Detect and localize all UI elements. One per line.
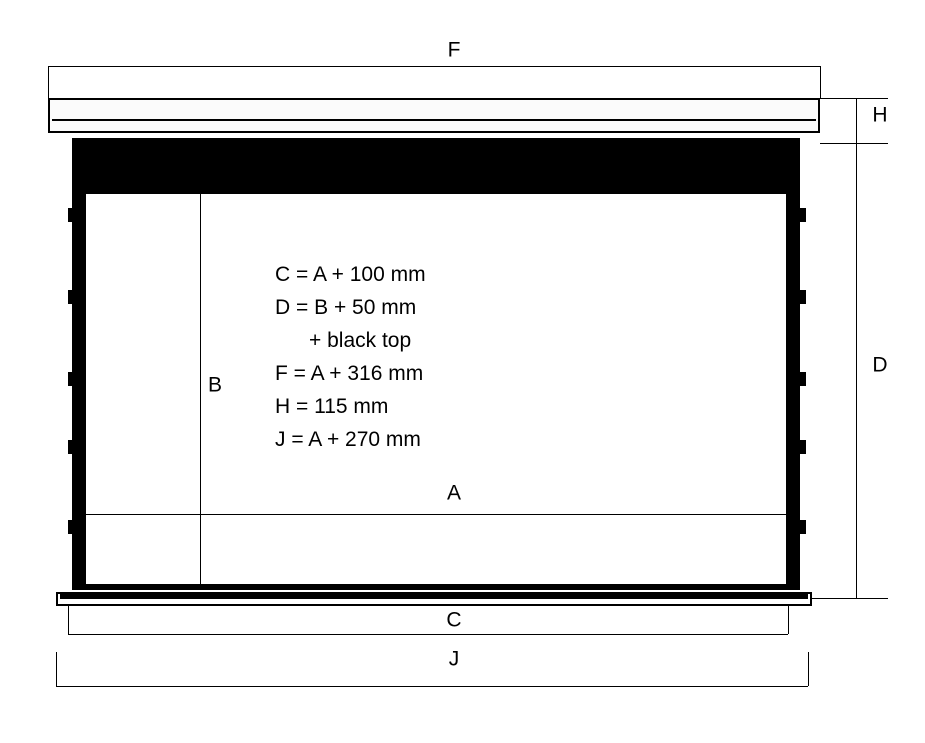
- cassette-seam-line: [52, 119, 816, 121]
- dimension-tick-j-right: [808, 652, 809, 686]
- dimension-tick-f-left: [48, 66, 49, 98]
- screen-cassette: [48, 98, 820, 133]
- tension-tab-left-3: [68, 372, 84, 386]
- dimension-tick-h-bottom: [820, 143, 888, 144]
- formula-j: J = A + 270 mm: [275, 428, 421, 451]
- tension-tab-left-1: [68, 208, 84, 222]
- tension-tab-left-2: [68, 290, 84, 304]
- screen-bottom-bar-fill: [60, 594, 808, 599]
- screen-inner-vertical-line: [200, 194, 201, 584]
- dimension-line-c: [68, 634, 788, 635]
- dimension-tick-c-right: [788, 606, 789, 634]
- dimension-line-f: [48, 66, 820, 67]
- dimension-label-c: C: [446, 608, 462, 632]
- dimension-tick-c-left: [68, 606, 69, 634]
- tension-tab-left-5: [68, 520, 84, 534]
- tension-tab-right-2: [790, 290, 806, 304]
- dimension-label-f: F: [447, 38, 461, 62]
- dimension-line-j: [56, 686, 808, 687]
- dimension-tick-h-top: [820, 98, 888, 99]
- formula-d-continued: + black top: [309, 329, 412, 352]
- formula-f: F = A + 316 mm: [275, 362, 424, 385]
- dimension-tick-j-left: [56, 652, 57, 686]
- dimension-label-d: D: [872, 353, 888, 377]
- dimension-line-d: [856, 143, 857, 598]
- dimension-label-a: A: [446, 481, 462, 505]
- tension-tab-right-3: [790, 372, 806, 386]
- dimension-tick-f-right: [820, 66, 821, 98]
- dimension-line-h: [856, 98, 857, 143]
- dimension-label-b: B: [207, 373, 223, 397]
- formula-h: H = 115 mm: [275, 395, 389, 418]
- tension-tab-right-4: [790, 440, 806, 454]
- dimension-tick-d-bottom: [812, 598, 888, 599]
- formula-d: D = B + 50 mm: [275, 296, 417, 319]
- dimension-label-j: J: [448, 647, 460, 671]
- tension-tab-right-1: [790, 208, 806, 222]
- formula-c: C = A + 100 mm: [275, 263, 426, 286]
- tension-tab-left-4: [68, 440, 84, 454]
- formula-block: [275, 258, 535, 456]
- tension-tab-right-5: [790, 520, 806, 534]
- screen-inner-horizontal-line: [86, 514, 786, 515]
- dimension-label-h: H: [872, 103, 888, 127]
